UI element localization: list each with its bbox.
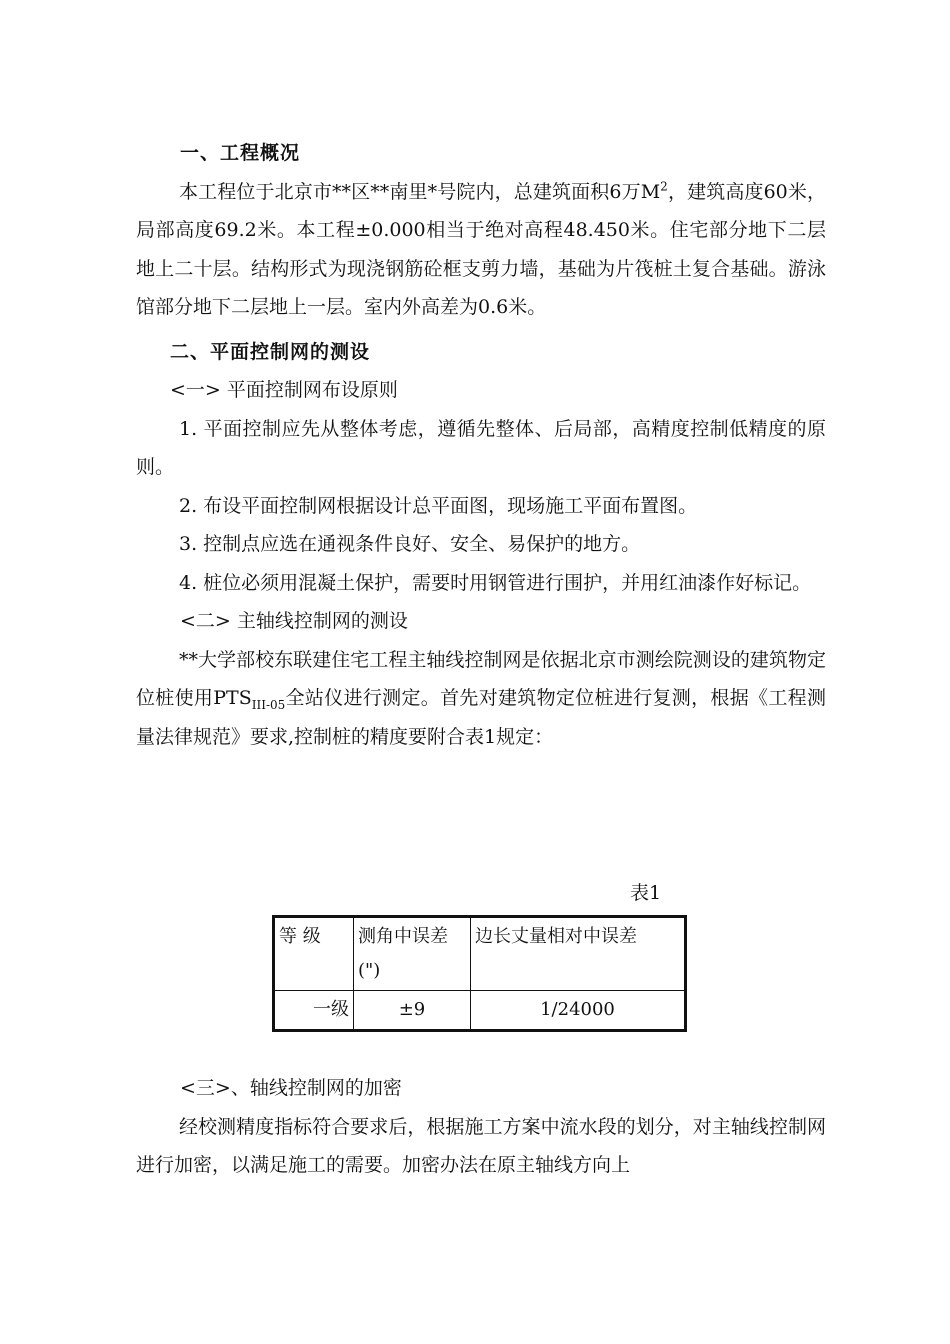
table-cell-length-error: 1/24000 bbox=[471, 991, 686, 1031]
overview-text-part1: 本工程位于北京市**区**南里*号院内，总建筑面积6万M bbox=[179, 180, 661, 203]
main-axis-text-part2: 全站仪进行测定。首先对建筑物定位桩进行复测，根据《工程测量法律规范》要求,控制桩的精度要附合表1规定： bbox=[136, 687, 826, 748]
overview-superscript: 2 bbox=[660, 179, 668, 194]
subsection-title-main-axis: <二> 主轴线控制网的测设 bbox=[180, 610, 408, 632]
section-heading-control-network: 二、平面控制网的测设 bbox=[170, 340, 371, 363]
table-header-grade: 等 级 bbox=[274, 917, 354, 991]
overview-text-part2: ，建筑高度60米，局部高度69.2米。本工程±0.000相当于绝对高程48.450米。住宅部分地下二层地上二十层。结构形式为现浇钢筋砼框支剪力墙，基础为片筏桩土复合基础。游泳馆部分地下二层地上一层。室内外高差为0.6米。 bbox=[136, 180, 826, 318]
principle-item-2: 2. 布设平面控制网根据设计总平面图，现场施工平面布置图。 bbox=[179, 494, 698, 517]
main-axis-text-part1: **大学部校东联建住宅工程主轴线控制网是依据北京市测绘院测设的建筑物定位桩使用PTS bbox=[136, 648, 826, 709]
table-row bbox=[274, 991, 686, 1031]
principle-item-3: 3. 控制点应选在通视条件良好、安全、易保护的地方。 bbox=[179, 533, 641, 555]
principle-item-4: 4. 桩位必须用混凝土保护，需要时用钢管进行围护，并用红油漆作好标记。 bbox=[179, 571, 812, 594]
table-header-angle-error: 测角中误差(") bbox=[354, 917, 471, 991]
table-header-length-error: 边长丈量相对中误差 bbox=[471, 917, 686, 991]
section-heading-overview: 一、工程概况 bbox=[180, 142, 301, 164]
subsection-title-principles: <一> 平面控制网布设原则 bbox=[170, 379, 398, 401]
overview-paragraph bbox=[136, 173, 826, 327]
document-body bbox=[136, 134, 826, 756]
table-cell-grade: 一级 bbox=[274, 991, 354, 1031]
principle-item-1: 1. 平面控制应先从整体考虑，遵循先整体、后局部，高精度控制低精度的原则。 bbox=[136, 417, 826, 478]
main-axis-paragraph bbox=[136, 641, 826, 757]
densification-paragraph: 经校测精度指标符合要求后，根据施工方案中流水段的划分，对主轴线控制网进行加密，以满足施工的需要。加密办法在原主轴线方向上 bbox=[136, 1115, 826, 1176]
instrument-model-subscript: III-05 bbox=[251, 697, 286, 712]
table-caption: 表1 bbox=[630, 882, 662, 904]
table-cell-angle-error: ±9 bbox=[354, 991, 471, 1031]
subsection-title-densification: <三>、轴线控制网的加密 bbox=[180, 1077, 402, 1099]
document-body-lower bbox=[136, 1069, 826, 1185]
precision-table bbox=[272, 915, 687, 1032]
table-header-row bbox=[274, 917, 686, 991]
